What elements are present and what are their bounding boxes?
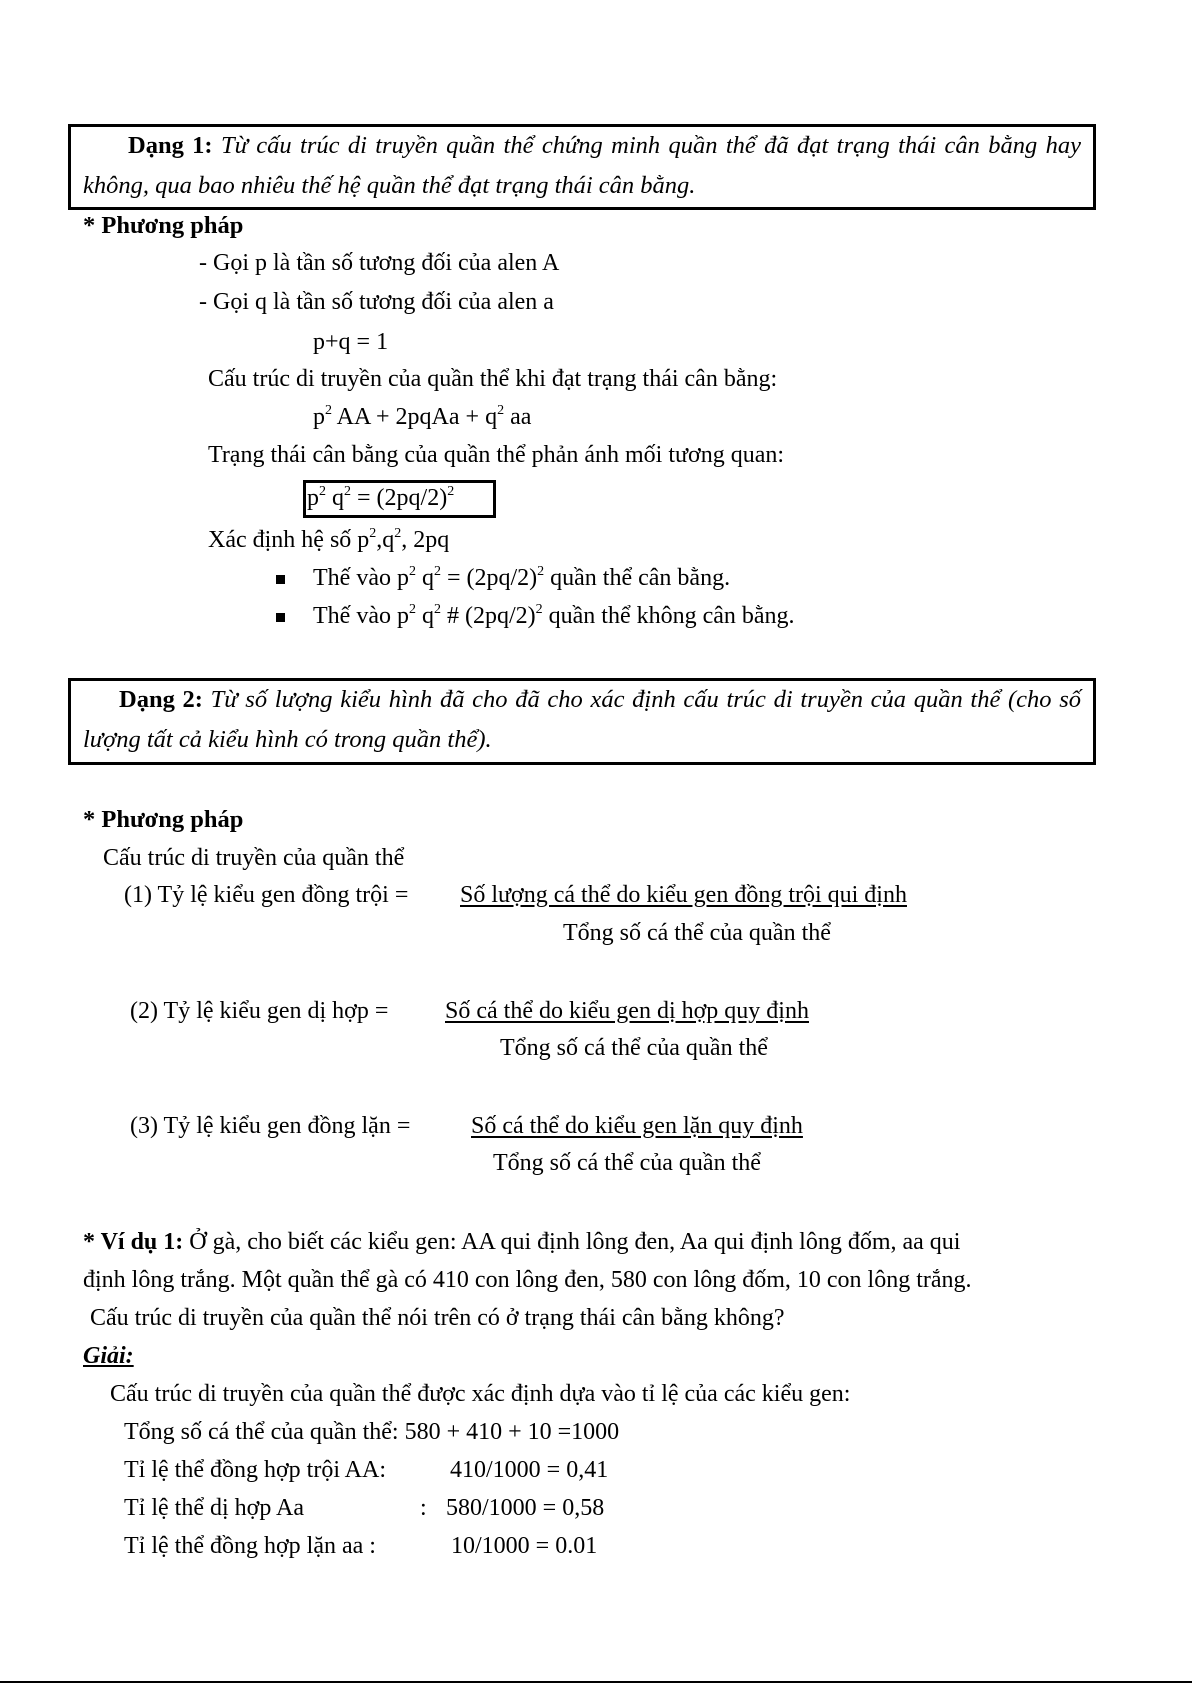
formula3-denominator: Tổng số cá thể của quần thể [493, 1150, 761, 1176]
example1-line2: định lông trắng. Một quần thể gà có 410 con lông đen, 580 con lông đốm, 10 con lông trắng. [83, 1267, 972, 1293]
solution-recessive-label: Tỉ lệ thể đồng hợp lặn aa : [124, 1533, 376, 1559]
method1-heading: * Phương pháp [83, 212, 244, 239]
solution-dominant-value: 410/1000 = 0,41 [450, 1457, 609, 1483]
formula1-denominator: Tổng số cá thể của quần thể [563, 920, 831, 946]
formula3-numerator: Số cá thể do kiểu gen lặn quy định [471, 1113, 803, 1139]
solution-label: Giải: [83, 1343, 134, 1369]
solution-recessive-value: 10/1000 = 0.01 [451, 1533, 598, 1559]
dang1-text [83, 126, 1081, 206]
method1-bullet2: Thế vào $p^2$ $q^2$ # $(2pq/2)^2$ quần thể không cân bằng. [313, 602, 795, 629]
relation-formula: $p^2$ $q^2 = (2pq/2)^2$ [307, 484, 455, 511]
method1-equilibrium-equation: $p^2$ AA + 2pqAa + $q^2$ aa [313, 403, 532, 430]
method1-struct-label: Cấu trúc di truyền của quần thể khi đạt trạng thái cân bằng: [208, 366, 778, 392]
solution-heterozygous-label: Tỉ lệ thể dị hợp Aa [124, 1495, 304, 1521]
formula1-numerator: Số lượng cá thể do kiểu gen đồng trội qui định [460, 882, 907, 908]
dang1-description: Từ cấu trúc di truyền quần thể chứng minh quần thể đã đạt trạng thái cân bằng hay không, qua bao nhiêu thế hệ quần thể đạt trạng thái cân bằng. [83, 132, 1082, 199]
bullet-marker [276, 575, 285, 584]
method1-coefficients: Xác định hệ số $p^2,q^2$, 2pq [208, 526, 450, 553]
method2-intro: Cấu trúc di truyền của quần thể [103, 845, 405, 871]
solution-total: Tổng số cá thể của quần thể: 580 + 410 + 10 =1000 [124, 1419, 620, 1445]
solution-heterozygous-value: 580/1000 = 0,58 [446, 1495, 605, 1521]
dang2-label: Dạng 2: [119, 686, 203, 713]
method1-relation-label: Trạng thái cân bằng của quần thể phản ánh mối tương quan: [208, 442, 785, 468]
method2-heading: * Phương pháp [83, 806, 244, 833]
solution-line1: Cấu trúc di truyền của quần thể được xác định dựa vào tỉ lệ của các kiểu gen: [110, 1381, 851, 1407]
formula1-label: (1) Tỷ lệ kiểu gen đồng trội = [124, 882, 409, 908]
formula2-numerator: Số cá thể do kiểu gen dị hợp quy định [445, 998, 809, 1024]
method1-line2: - Gọi q là tần số tương đối của alen a [199, 289, 554, 315]
formula3-label: (3) Tỷ lệ kiểu gen đồng lặn = [130, 1113, 411, 1139]
page-bottom-rule [0, 1681, 1192, 1683]
formula2-denominator: Tổng số cá thể của quần thể [500, 1035, 768, 1061]
bullet-marker [276, 613, 285, 622]
solution-dominant-label: Tỉ lệ thể đồng hợp trội AA: [124, 1457, 386, 1483]
formula2-label: (2) Tỷ lệ kiểu gen dị hợp = [130, 998, 389, 1024]
dang2-text [83, 680, 1081, 760]
example1-question: Cấu trúc di truyền của quần thể nói trên có ở trạng thái cân bằng không? [90, 1305, 785, 1331]
solution-heterozygous-sep: : [420, 1495, 427, 1521]
method1-line1: - Gọi p là tần số tương đối của alen A [199, 250, 560, 276]
dang1-label: Dạng 1: [128, 132, 213, 159]
dang2-description: Từ số lượng kiểu hình đã cho đã cho xác định cấu trúc di truyền của quần thể (cho số lượng tất cả kiểu hình có trong quần thể). [83, 686, 1082, 753]
method1-sum: p+q = 1 [313, 329, 389, 355]
example1-line1: * Ví dụ 1: Ở gà, cho biết các kiểu gen: AA qui định lông đen, Aa qui định lông đốm, aa qui [83, 1229, 961, 1255]
method1-bullet1: Thế vào $p^2$ $q^2 = (2pq/2)^2$ quần thể cân bằng. [313, 564, 731, 591]
example1-label: * Ví dụ 1: [83, 1229, 184, 1255]
